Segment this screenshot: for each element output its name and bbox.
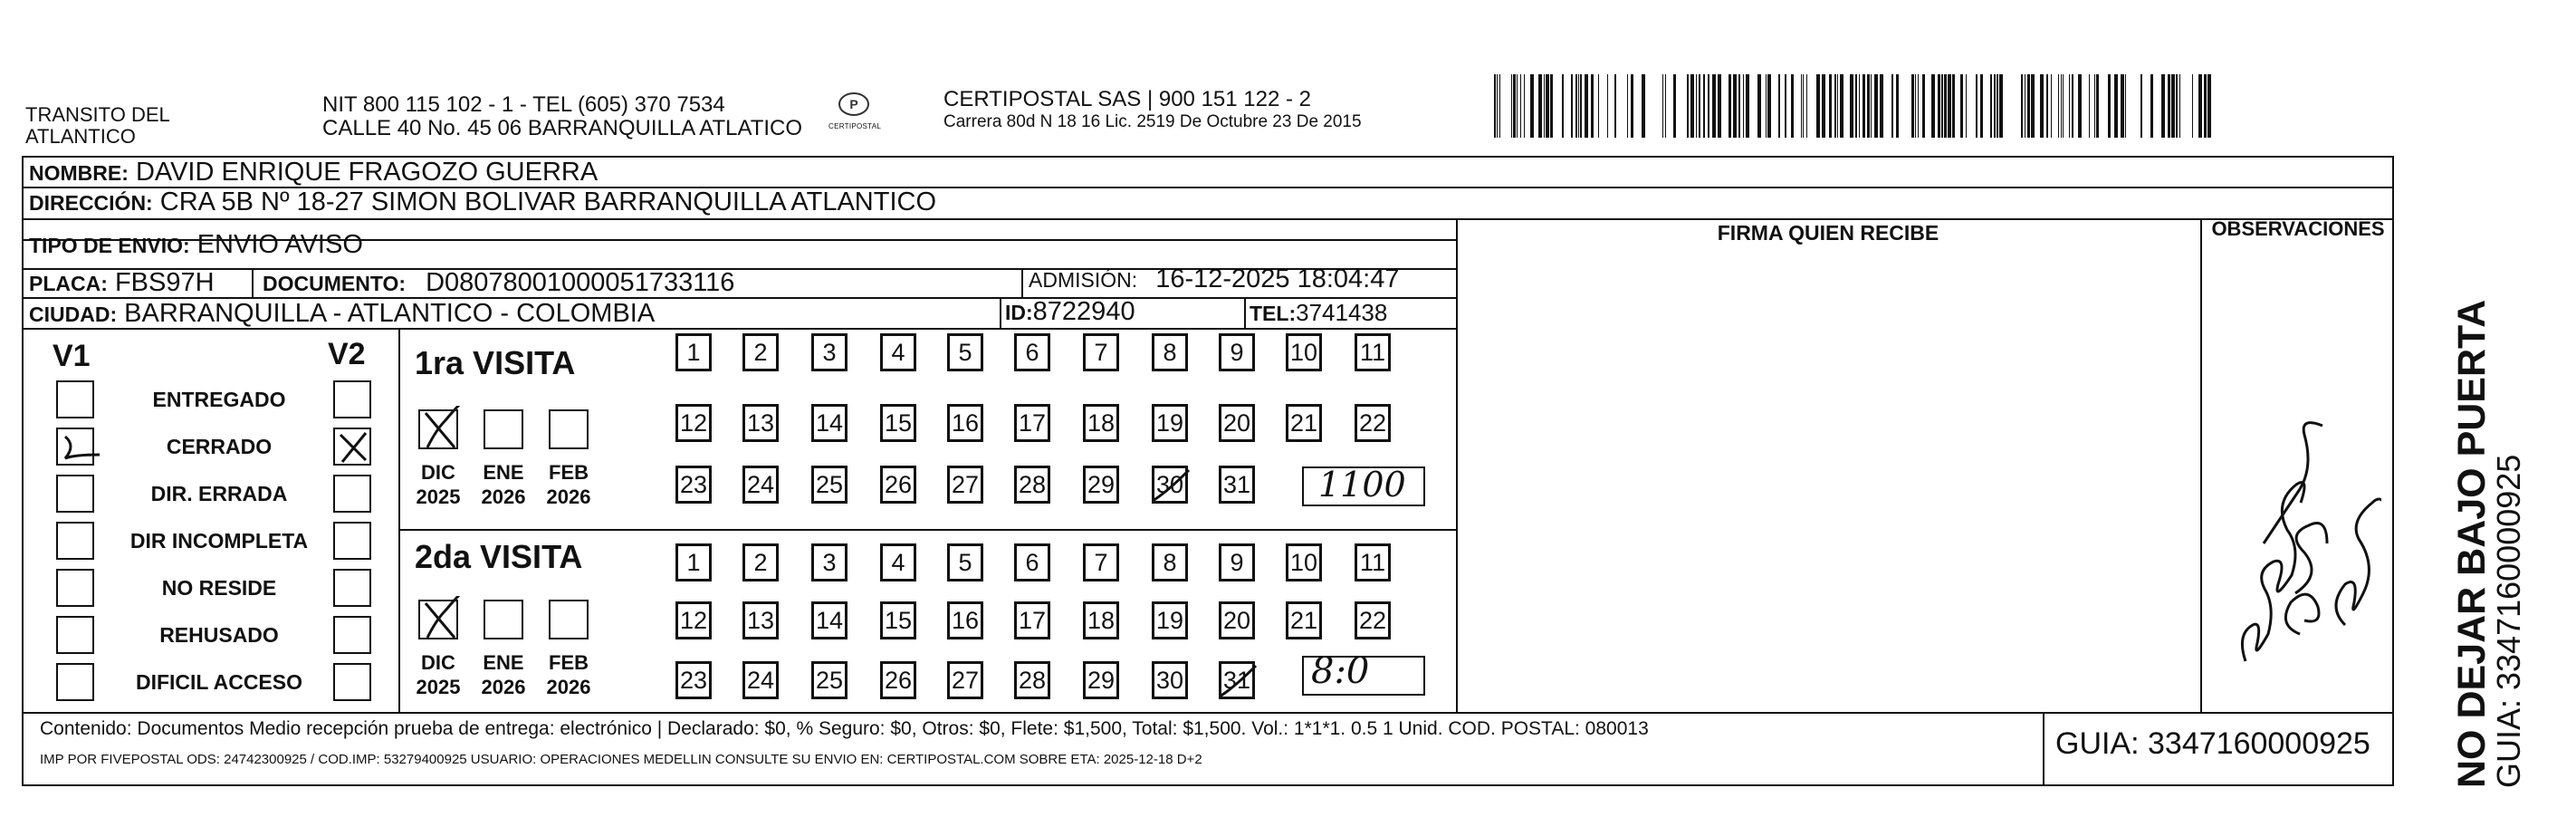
id-row [1005, 297, 1135, 327]
v1-check-mark [54, 429, 109, 466]
visit2-day-7[interactable]: 7 [1083, 543, 1119, 582]
nombre-row [29, 158, 598, 187]
month-name: FEB [549, 651, 589, 674]
month-year: 2025 [416, 676, 461, 698]
no-dejar-bajo-puerta: NO DEJAR BAJO PUERTA [2450, 299, 2494, 788]
visit1-day-1[interactable]: 1 [675, 333, 712, 371]
visit1-day-14[interactable]: 14 [811, 404, 847, 442]
visit1-day-7[interactable]: 7 [1083, 333, 1119, 371]
visit1-day-10[interactable]: 10 [1286, 333, 1322, 371]
visit1-day-22[interactable]: 22 [1355, 404, 1391, 442]
v1-label: V1 [53, 339, 91, 373]
company-name: CERTIPOSTAL SAS | 900 151 122 - 2 [943, 87, 1311, 111]
visit1-day-12[interactable]: 12 [675, 404, 712, 442]
visit2-day-20[interactable]: 20 [1219, 601, 1255, 639]
tipo-envio-value: ENVIO AVISO [196, 230, 363, 259]
visit1-day-17[interactable]: 17 [1014, 404, 1050, 442]
visit1-month-checkbox-feb[interactable] [549, 409, 589, 449]
month-year: 2026 [546, 676, 591, 698]
visit1-hour-handwritten: 1100 [1318, 465, 1406, 505]
visit2-month-checkbox-feb[interactable] [549, 600, 589, 639]
visit2-day-4[interactable]: 4 [880, 543, 916, 582]
visit2-day-mark [1216, 660, 1258, 702]
tipo-envio-label: TIPO DE ENVIO: [29, 234, 190, 257]
visit1-day-18[interactable]: 18 [1083, 404, 1119, 442]
visit1-day-25[interactable]: 25 [811, 466, 847, 504]
visit2-month-checkbox-ene[interactable] [484, 600, 523, 639]
visit2-day-31[interactable]: 31 [1219, 661, 1255, 699]
visit1-day-5[interactable]: 5 [947, 333, 983, 371]
footer-imp: IMP POR FIVEPOSTAL ODS: 24742300925 / COD.IMP: 53279400925 USUARIO: OPERACIONES MEDELLIN CONSULTE SU ENVIO EN: CERTIPOSTAL.COM SOBRE ETA: 2025-12-18 D+2 [40, 752, 1202, 767]
month-year: 2026 [481, 676, 526, 698]
visit2-day-28[interactable]: 28 [1014, 661, 1050, 699]
visit1-day-4[interactable]: 4 [880, 333, 916, 371]
visit2-day-23[interactable]: 23 [675, 661, 712, 699]
tel-label: TEL: [1250, 302, 1297, 325]
visit2-month-label-dic [411, 650, 465, 699]
status-label-dir-incompleta: DIR INCOMPLETA [129, 529, 309, 553]
visit2-day-29[interactable]: 29 [1083, 661, 1119, 699]
direccion-row [29, 187, 936, 217]
issuer-name-line2: ATLANTICO [25, 125, 136, 148]
visit2-month-label-ene [476, 650, 531, 699]
placa-label: PLACA: [29, 272, 108, 295]
tel-row [1250, 299, 1387, 327]
month-year: 2026 [481, 485, 526, 508]
visit2-day-13[interactable]: 13 [742, 601, 779, 639]
visit2-hour-handwritten: 8:0 [1311, 650, 1370, 692]
visit2-day-17[interactable]: 17 [1014, 601, 1050, 639]
certipostal-logo [828, 91, 882, 139]
visit1-day-19[interactable]: 19 [1152, 404, 1188, 442]
admision-label: ADMISIÓN: [1029, 268, 1138, 292]
v1-checkbox-dir-errada[interactable] [56, 475, 94, 513]
visit2-day-12[interactable]: 12 [675, 601, 712, 639]
visit2-day-3[interactable]: 3 [811, 543, 847, 582]
visit1-month-label-dic [411, 460, 465, 509]
visit2-day-19[interactable]: 19 [1152, 601, 1188, 639]
v2-checkbox-dir-errada[interactable] [333, 475, 371, 513]
visit2-day-22[interactable]: 22 [1355, 601, 1391, 639]
footer-contenido: Contenido: Documentos Medio recepción prueba de entrega: electrónico | Declarado: $0, % Seguro: $0, Otros: $0, Flete: $1,500, Total: $1,500. Vol.: 1*1*1. 0.5 1 Unid. COD. POSTAL: 080013 [40, 718, 1649, 739]
visit2-day-14[interactable]: 14 [811, 601, 847, 639]
visit2-day-5[interactable]: 5 [947, 543, 983, 582]
visit2-month-checkbox-dic[interactable] [418, 600, 458, 639]
status-label-cerrado: CERRADO [166, 435, 273, 458]
visit1-day-6[interactable]: 6 [1014, 333, 1050, 371]
visit2-day-2[interactable]: 2 [742, 543, 779, 582]
visit2-day-6[interactable]: 6 [1014, 543, 1050, 582]
observaciones-handwriting [2209, 335, 2381, 688]
visit1-day-mark [1149, 465, 1191, 506]
visit1-day-26[interactable]: 26 [880, 466, 916, 504]
ciudad-label: CIUDAD: [29, 303, 118, 326]
visit2-day-27[interactable]: 27 [947, 661, 983, 699]
tipo-envio-row [29, 230, 363, 260]
v1-checkbox-cerrado[interactable] [56, 428, 94, 466]
admision-row [1029, 264, 1399, 294]
visit1-day-15[interactable]: 15 [880, 404, 916, 442]
visit1-month-checkbox-dic[interactable] [418, 409, 458, 449]
observaciones-label: OBSERVACIONES [2211, 217, 2385, 240]
visit1-month-label-ene [476, 460, 531, 509]
certipostal-logo-icon [838, 91, 870, 118]
visit2-day-25[interactable]: 25 [811, 661, 847, 699]
month-name: ENE [483, 651, 524, 674]
visit1-day-23[interactable]: 23 [675, 466, 712, 504]
visit1-day-20[interactable]: 20 [1219, 404, 1255, 442]
month-name: FEB [549, 461, 589, 484]
issuer-name-line1: TRANSITO DEL [25, 103, 170, 126]
v1-checkbox-dificil-acceso[interactable] [56, 663, 94, 701]
nombre-value: DAVID ENRIQUE FRAGOZO GUERRA [135, 158, 599, 187]
v2-checkbox-no-reside[interactable] [333, 569, 371, 607]
side-guia: GUIA: 3347160000925 [2490, 454, 2527, 788]
direccion-label: DIRECCIÓN: [29, 191, 153, 215]
visit1-day-28[interactable]: 28 [1014, 466, 1050, 504]
v2-checkbox-dificil-acceso[interactable] [333, 663, 371, 701]
form-frame [22, 156, 2394, 786]
status-label-entregado: ENTREGADO [152, 388, 286, 411]
visit2-day-8[interactable]: 8 [1152, 543, 1188, 582]
v2-checkbox-rehusado[interactable] [333, 616, 371, 654]
svg-text:P: P [849, 97, 858, 111]
visit1-month-label-feb [541, 460, 596, 509]
visit1-day-30[interactable]: 30 [1152, 466, 1188, 504]
month-name: ENE [483, 461, 524, 484]
visit1-day-24[interactable]: 24 [742, 466, 779, 504]
visit1-day-9[interactable]: 9 [1219, 333, 1255, 371]
v2-checkbox-entregado[interactable] [333, 380, 371, 418]
visit2-month-label-feb [541, 650, 596, 699]
v1-checkbox-rehusado[interactable] [56, 616, 94, 654]
visit1-day-16[interactable]: 16 [947, 404, 983, 442]
barcode [1494, 74, 2218, 138]
documento-value: D08078001000051733116 [426, 268, 735, 297]
placa-value: FBS97H [114, 268, 215, 297]
visit2-day-16[interactable]: 16 [947, 601, 983, 639]
id-value: 8722940 [1032, 297, 1135, 326]
visit1-day-2[interactable]: 2 [742, 333, 779, 371]
visit2-day-9[interactable]: 9 [1219, 543, 1255, 582]
documento-row [263, 268, 734, 298]
firma-label: FIRMA QUIEN RECIBE [1717, 221, 1939, 245]
visit2-day-21[interactable]: 21 [1286, 601, 1322, 639]
documento-label: DOCUMENTO: [263, 272, 407, 295]
visit2-day-26[interactable]: 26 [880, 661, 916, 699]
visit2-day-1[interactable]: 1 [675, 543, 712, 582]
month-year: 2026 [546, 485, 591, 508]
v2-checkbox-cerrado[interactable] [333, 428, 371, 466]
visit1-day-3[interactable]: 3 [811, 333, 847, 371]
visit2-day-10[interactable]: 10 [1286, 543, 1322, 582]
visit1-day-27[interactable]: 27 [947, 466, 983, 504]
v1-checkbox-entregado[interactable] [56, 380, 94, 418]
tel-value: 3741438 [1296, 299, 1388, 326]
visit2-day-15[interactable]: 15 [880, 601, 916, 639]
issuer-nit: NIT 800 115 102 - 1 - TEL (605) 370 7534 [322, 92, 725, 117]
placa-row [29, 268, 215, 298]
status-label-no-reside: NO RESIDE [161, 576, 277, 600]
v2-checkbox-dir-incompleta[interactable] [333, 522, 371, 560]
visit1-day-29[interactable]: 29 [1083, 466, 1119, 504]
visit1-title: 1ra VISITA [415, 344, 576, 381]
admision-value: 16-12-2025 18:04:47 [1155, 264, 1400, 293]
ciudad-value: BARRANQUILLA - ATLANTICO - COLOMBIA [124, 299, 656, 328]
visit1-day-31[interactable]: 31 [1219, 466, 1255, 504]
nombre-label: NOMBRE: [29, 161, 129, 185]
visit2-day-24[interactable]: 24 [742, 661, 779, 699]
status-label-dir-errada: DIR. ERRADA [150, 482, 288, 505]
month-name: DIC [421, 461, 455, 484]
v2-label: V2 [328, 337, 366, 371]
visit1-day-8[interactable]: 8 [1152, 333, 1188, 371]
visit2-day-30[interactable]: 30 [1152, 661, 1188, 699]
month-year: 2025 [416, 485, 461, 508]
visit1-month-checkbox-ene[interactable] [484, 409, 523, 449]
visit2-day-18[interactable]: 18 [1083, 601, 1119, 639]
visit2-hour-box [1302, 650, 1425, 696]
status-label-rehusado: REHUSADO [159, 623, 279, 647]
visit1-month-mark [418, 406, 469, 457]
visit1-hour-box [1302, 466, 1425, 506]
v1-checkbox-dir-incompleta[interactable] [56, 522, 94, 560]
company-license: Carrera 80d N 18 16 Lic. 2519 De Octubre 23 De 2015 [943, 112, 1362, 131]
issuer-address: CALLE 40 No. 45 06 BARRANQUILLA ATLATICO [322, 116, 803, 140]
visit2-month-mark [418, 596, 469, 647]
visit2-day-11[interactable]: 11 [1355, 543, 1391, 582]
status-label-dificil-acceso: DIFICIL ACCESO [135, 670, 302, 694]
v1-checkbox-no-reside[interactable] [56, 569, 94, 607]
visit1-day-21[interactable]: 21 [1286, 404, 1322, 442]
visit1-day-11[interactable]: 11 [1355, 333, 1391, 371]
month-name: DIC [421, 651, 455, 674]
id-label: ID: [1005, 301, 1033, 324]
direccion-value: CRA 5B Nº 18-27 SIMON BOLIVAR BARRANQUILLA ATLANTICO [159, 187, 937, 216]
ciudad-row [29, 299, 655, 329]
visit1-day-13[interactable]: 13 [742, 404, 779, 442]
logo-text: CERTIPOSTAL [828, 122, 882, 130]
v2-check-mark [335, 429, 371, 466]
footer-guia: GUIA: 3347160000925 [2055, 726, 2370, 761]
visit2-title: 2da VISITA [415, 538, 583, 575]
